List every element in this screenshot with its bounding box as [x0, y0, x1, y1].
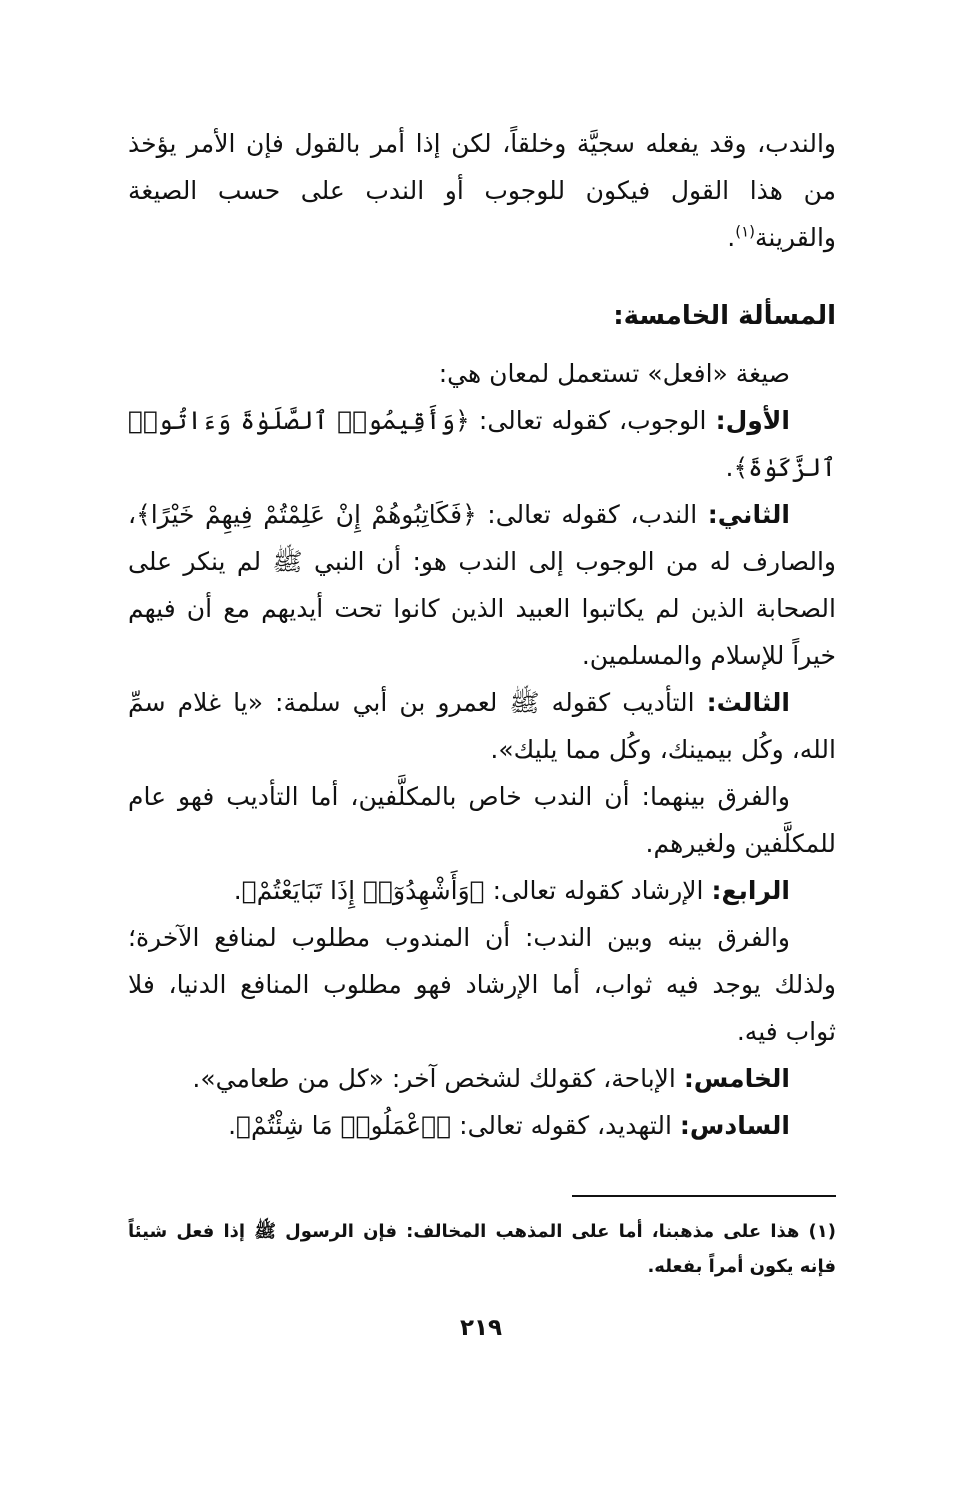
second-label: الثاني:	[707, 500, 790, 529]
page-number: ٢١٩	[459, 1315, 503, 1341]
intro-text: والندب، وقد يفعله سجيَّة وخلقاً، لكن إذا أمر بالقول فإن الأمر يؤخذ من هذا القول فيكون للوجوب أو الندب على حسب الصيغة والقرينة	[128, 129, 836, 252]
fifth-text: الإباحة، كقولك لشخص آخر: «كل من طعامي».	[192, 1064, 684, 1093]
second-verse: ﴿فَكَاتِبُوهُمْ إِنْ عَلِمْتُمْ فِيهِمْ خَيْرًا﴾	[136, 500, 477, 529]
third-meaning	[128, 679, 836, 773]
fifth-meaning	[128, 1055, 836, 1102]
sixth-text-after: .	[228, 1111, 237, 1140]
third-text: التأديب كقوله ﷺ لعمرو بن أبي سلمة: «يا غلام سمِّ الله، وكُل بيمينك، وكُل مما يليك».	[128, 688, 836, 764]
fourth-label: الرابع:	[711, 876, 790, 905]
sixth-verse: ﴿ٱعْمَلُوا۟ مَا شِئْتُمْ﴾	[236, 1111, 452, 1140]
second-text-after: ، والصارف له من الوجوب إلى الندب هو: أن النبي ﷺ لم ينكر على الصحابة الذين لم يكاتبوا العبيد الذين كانوا تحت أيديهم مع أن فيهم خيراً للإسلام والمسلمين.	[128, 500, 836, 670]
footnote-reference: (١)	[735, 222, 756, 241]
fourth-text-before: الإرشاد كقوله تعالى:	[484, 876, 712, 905]
intro-paragraph	[128, 120, 836, 261]
fourth-verse: ﴿وَأَشْهِدُوٓا۟ إِذَا تَبَايَعْتُمْ﴾	[241, 876, 485, 905]
first-text-before: الوجوب، كقوله تعالى:	[469, 406, 716, 435]
first-meaning	[128, 397, 836, 491]
third-difference-paragraph: والفرق بينهما: أن الندب خاص بالمكلَّفين، أما التأديب فهو عام للمكلَّفين ولغيرهم.	[128, 782, 836, 858]
footnote-text: (١) هذا على مذهبنا، أما على المذهب المخالف: فإن الرسول ﷺ إذا فعل شيئاً فإنه يكون أمراً بفعله.	[128, 1221, 836, 1277]
sixth-meaning	[128, 1102, 836, 1149]
section-heading: المسألة الخامسة:	[613, 301, 836, 331]
footnote-divider	[572, 1195, 836, 1197]
fourth-meaning	[128, 867, 836, 914]
intro-end: .	[727, 223, 736, 252]
fourth-text-after: .	[233, 876, 242, 905]
fourth-difference-paragraph: والفرق بينه وبين الندب: أن المندوب مطلوب لمنافع الآخرة؛ ولذلك يوجد فيه ثواب، أما الإرشاد فهو مطلوب المنافع الدنيا، فلا ثواب فيه.	[128, 923, 836, 1046]
sixth-label: السادس:	[679, 1111, 790, 1140]
first-verse: ﴿وَأَقِيمُوا۟ ٱلصَّلَوٰةَ وَءَاتُوا۟ ٱلزَّكَوٰةَ﴾	[128, 406, 836, 482]
sixth-text-before: التهديد، كقوله تعالى:	[451, 1111, 680, 1140]
fifth-label: الخامس:	[683, 1064, 790, 1093]
second-text-before: الندب، كقوله تعالى:	[476, 500, 708, 529]
second-meaning	[128, 491, 836, 679]
main-text	[128, 350, 836, 1149]
lead-paragraph: صيغة «افعل» تستعمل لمعان هي:	[438, 359, 790, 388]
third-label: الثالث:	[706, 688, 790, 717]
first-text-after: .	[725, 453, 734, 482]
first-label: الأول:	[715, 406, 790, 435]
